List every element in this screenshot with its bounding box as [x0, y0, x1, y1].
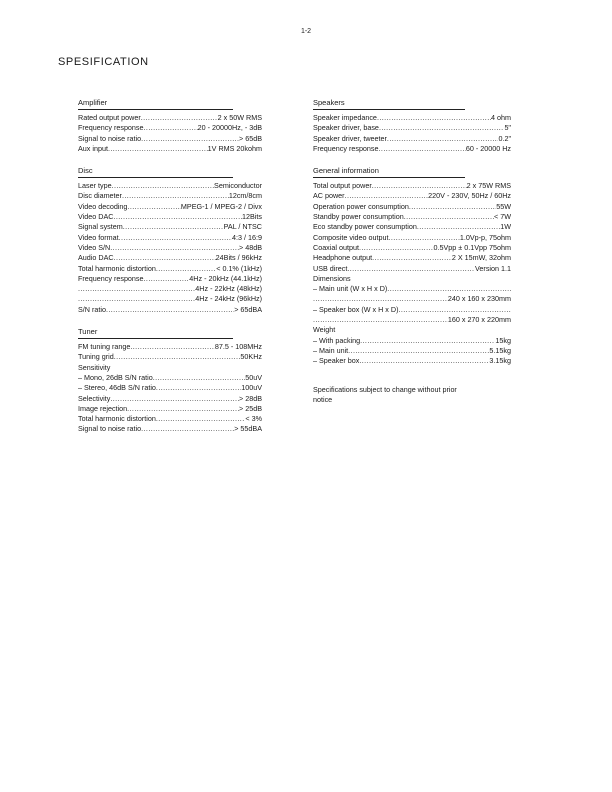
leader-dots: [379, 144, 466, 154]
spec-value: > 25dB: [239, 403, 262, 413]
spec-value: 2 x 50W RMS: [217, 113, 262, 122]
spec-value: 100uV: [241, 383, 262, 393]
spec-value: < 3%: [245, 414, 262, 424]
spec-label: Signal to noise ratio: [78, 133, 142, 143]
spec-row: [313, 191, 511, 201]
spec-value: > 65dB: [239, 133, 262, 143]
dimensions-label: Dimensions: [313, 273, 351, 283]
spec-value: 3.15kg: [489, 356, 511, 366]
spec-label: – Speaker box (W x H x D): [313, 304, 399, 314]
spec-row: [78, 264, 262, 274]
spec-value: 15kg: [495, 335, 511, 345]
spec-label: – Speaker box: [313, 356, 360, 366]
spec-value: 55W: [496, 201, 511, 211]
spec-label: Tuning grid: [78, 352, 114, 362]
spec-label: Signal to noise ratio: [78, 424, 142, 434]
leader-dots: [389, 233, 460, 243]
spec-label: Aux input: [78, 143, 108, 153]
spec-label: – With packing: [313, 335, 361, 345]
leader-dots: [108, 144, 208, 154]
leader-dots: [372, 253, 452, 263]
leader-dots: [119, 233, 232, 243]
spec-label: Frequency response: [78, 273, 144, 283]
spec-row: [313, 123, 511, 133]
spec-row: [313, 134, 511, 144]
leader-dots: [110, 243, 239, 253]
spec-label: S/N ratio: [78, 304, 106, 314]
spec-label: Image rejection: [78, 403, 128, 413]
spec-value: 0.2": [498, 133, 511, 143]
tuner-section: [78, 327, 262, 435]
spec-label: Video S/N: [78, 242, 111, 252]
spec-row: [313, 181, 511, 191]
spec-row: [78, 243, 262, 253]
speakers-heading: Speakers: [313, 98, 465, 110]
leader-dots: [345, 191, 429, 201]
spec-row: [313, 284, 511, 294]
spec-row: [78, 222, 262, 232]
spec-row: [78, 404, 262, 414]
sensitivity-label: Sensitivity: [78, 362, 111, 372]
leader-dots: [313, 315, 448, 325]
amplifier-section: [78, 98, 262, 154]
spec-value: > 65dBA: [234, 304, 262, 314]
page-title: SPESIFICATION: [58, 56, 149, 68]
leader-dots: [156, 264, 216, 274]
spec-row: [313, 294, 511, 304]
leader-dots: [417, 222, 500, 232]
general-section: [313, 166, 511, 366]
spec-value: 12Bits: [242, 212, 262, 222]
spec-row: [78, 394, 262, 404]
left-column: [78, 98, 262, 447]
spec-value: 24Bits / 96kHz: [215, 253, 262, 263]
spec-row: [78, 305, 262, 315]
disc-section: [78, 166, 262, 315]
page-number: 1-2: [300, 28, 312, 35]
leader-dots: [387, 134, 499, 144]
spec-row: [313, 212, 511, 222]
spec-value: 4 ohm: [491, 113, 511, 122]
leader-dots: [359, 356, 489, 366]
spec-label: FM tuning range: [78, 342, 131, 352]
spec-row: [313, 264, 511, 274]
leader-dots: [110, 394, 239, 404]
spec-label: USB direct: [313, 263, 348, 273]
leader-dots: [141, 424, 234, 434]
spec-row: [78, 284, 262, 294]
leader-dots: [127, 202, 180, 212]
spec-value: 50KHz: [240, 352, 262, 362]
spec-value: 12cm/8cm: [228, 191, 262, 201]
leader-dots: [153, 373, 245, 383]
spec-value: 60 - 20000 Hz: [465, 143, 511, 153]
spec-row: [78, 424, 262, 434]
spec-label: Audio DAC: [78, 253, 114, 263]
spec-row: [78, 383, 262, 393]
spec-row: [313, 315, 511, 325]
spec-row: [313, 346, 511, 356]
spec-row: [78, 191, 262, 201]
general-heading: General information: [313, 166, 465, 178]
leader-dots: [387, 284, 511, 294]
spec-label: Signal system: [78, 222, 123, 232]
spec-value: Semiconductor: [214, 181, 262, 191]
leader-dots: [348, 346, 489, 356]
spec-row: [78, 352, 262, 362]
leader-dots: [127, 404, 239, 414]
leader-dots: [360, 336, 495, 346]
spec-value: 4Hz - 20kHz (44.1kHz): [189, 273, 262, 283]
spec-row: [313, 144, 511, 154]
spec-label: Laser type: [78, 181, 112, 191]
spec-value: 87.5 - 108MHz: [214, 342, 262, 352]
spec-value: < 7W: [494, 212, 511, 222]
spec-value: 20 - 20000Hz, - 3dB: [197, 123, 262, 133]
leader-dots: [398, 305, 511, 315]
spec-row: [78, 181, 262, 191]
spec-label: Total output power: [313, 181, 372, 191]
spec-row: [78, 134, 262, 144]
spec-row: [313, 233, 511, 243]
spec-row: [313, 356, 511, 366]
spec-label: Coaxial output: [313, 242, 359, 252]
spec-value: 2 x 75W RMS: [466, 181, 511, 191]
leader-dots: [144, 274, 190, 284]
spec-label: Operation power consumption: [313, 201, 409, 211]
spec-row: [78, 144, 262, 154]
spec-value: 220V - 230V, 50Hz / 60Hz: [428, 191, 511, 201]
leader-dots: [156, 414, 246, 424]
leader-dots: [78, 284, 195, 294]
spec-value: 5": [504, 123, 511, 133]
leader-dots: [78, 294, 195, 304]
spec-value: 50uV: [245, 372, 262, 382]
spec-value: 0.5Vpp ± 0.1Vpp 75ohm: [433, 242, 511, 252]
leader-dots: [130, 342, 215, 352]
change-notice: Specifications subject to change without prior notice: [313, 384, 457, 404]
spec-label: Video DAC: [78, 212, 114, 222]
leader-dots: [141, 113, 218, 123]
spec-label: Disc diameter: [78, 191, 122, 201]
spec-row: [313, 113, 511, 123]
spec-label: – Stereo, 46dB S/N ratio: [78, 383, 156, 393]
spec-row: [78, 414, 262, 424]
spec-value: MPEG-1 / MPEG-2 / Divx: [180, 201, 262, 211]
leader-dots: [122, 191, 229, 201]
spec-label: Total harmonic distortion: [78, 263, 156, 273]
leader-dots: [106, 305, 234, 315]
spec-row: [78, 113, 262, 123]
amplifier-heading: Amplifier: [78, 98, 233, 110]
leader-dots: [404, 212, 494, 222]
leader-dots: [113, 212, 242, 222]
spec-row: [78, 233, 262, 243]
spec-label: Frequency response: [78, 123, 144, 133]
spec-label: Video format: [78, 232, 119, 242]
spec-value: > 55dBA: [234, 424, 262, 434]
spec-label: Selectivity: [78, 393, 111, 403]
spec-row: [313, 253, 511, 263]
spec-label: Frequency response: [313, 143, 379, 153]
leader-dots: [347, 264, 475, 274]
spec-value: 160 x 270 x 220mm: [447, 315, 511, 325]
weight-label: Weight: [313, 325, 336, 335]
spec-value: 1.0Vp-p, 75ohm: [459, 232, 511, 242]
spec-row: [78, 202, 262, 212]
spec-label: – Main unit (W x H x D): [313, 284, 388, 294]
leader-dots: [409, 202, 496, 212]
spec-label: Speaker driver, tweeter: [313, 133, 387, 143]
spec-row: [78, 274, 262, 284]
spec-value: 1W: [500, 222, 511, 232]
leader-dots: [377, 113, 491, 123]
spec-row: [78, 342, 262, 352]
spec-value: 1V RMS 20kohm: [207, 143, 262, 153]
spec-row: [313, 202, 511, 212]
spec-row: [78, 123, 262, 133]
spec-label: Eco standby power consumption: [313, 222, 417, 232]
spec-value: PAL / NTSC: [223, 222, 262, 232]
spec-label: Composite video output: [313, 232, 389, 242]
leader-dots: [141, 134, 239, 144]
leader-dots: [372, 181, 467, 191]
right-column: [313, 98, 511, 405]
spec-value: 4:3 / 16:9: [232, 232, 262, 242]
spec-row: [78, 373, 262, 383]
spec-value: 2 X 15mW, 32ohm: [451, 253, 511, 263]
spec-row: [313, 243, 511, 253]
spec-row: [78, 294, 262, 304]
spec-label: AC power: [313, 191, 345, 201]
spec-row: [78, 253, 262, 263]
spec-label: Speaker impedance: [313, 113, 377, 122]
spec-value: 240 x 160 x 230mm: [447, 294, 511, 304]
spec-value: 4Hz - 22kHz (48kHz): [195, 284, 262, 294]
leader-dots: [114, 253, 216, 263]
leader-dots: [144, 123, 198, 133]
spec-label: Headphone output: [313, 253, 373, 263]
spec-label: Total harmonic distortion: [78, 414, 156, 424]
leader-dots: [359, 243, 434, 253]
spec-row: [313, 336, 511, 346]
tuner-heading: Tuner: [78, 327, 233, 339]
leader-dots: [156, 383, 241, 393]
spec-label: Speaker driver, base: [313, 123, 379, 133]
spec-value: 5.15kg: [489, 345, 511, 355]
leader-dots: [112, 181, 214, 191]
spec-row: [313, 305, 511, 315]
disc-heading: Disc: [78, 166, 233, 178]
spec-value: < 0.1% (1kHz): [216, 263, 262, 273]
spec-label: Standby power consumption: [313, 212, 404, 222]
spec-label: – Main unit: [313, 345, 349, 355]
leader-dots: [313, 294, 448, 304]
spec-value: Version 1.1: [475, 263, 511, 273]
spec-label: Rated output power: [78, 113, 141, 122]
leader-dots: [123, 222, 224, 232]
speakers-section: [313, 98, 511, 154]
leader-dots: [379, 123, 505, 133]
spec-value: > 28dB: [239, 393, 262, 403]
spec-value: 4Hz - 24kHz (96kHz): [195, 294, 262, 304]
spec-row: [313, 222, 511, 232]
spec-label: Video decoding: [78, 201, 128, 211]
spec-label: – Mono, 26dB S/N ratio: [78, 372, 153, 382]
spec-row: [78, 212, 262, 222]
leader-dots: [114, 352, 241, 362]
spec-value: > 48dB: [239, 242, 262, 252]
